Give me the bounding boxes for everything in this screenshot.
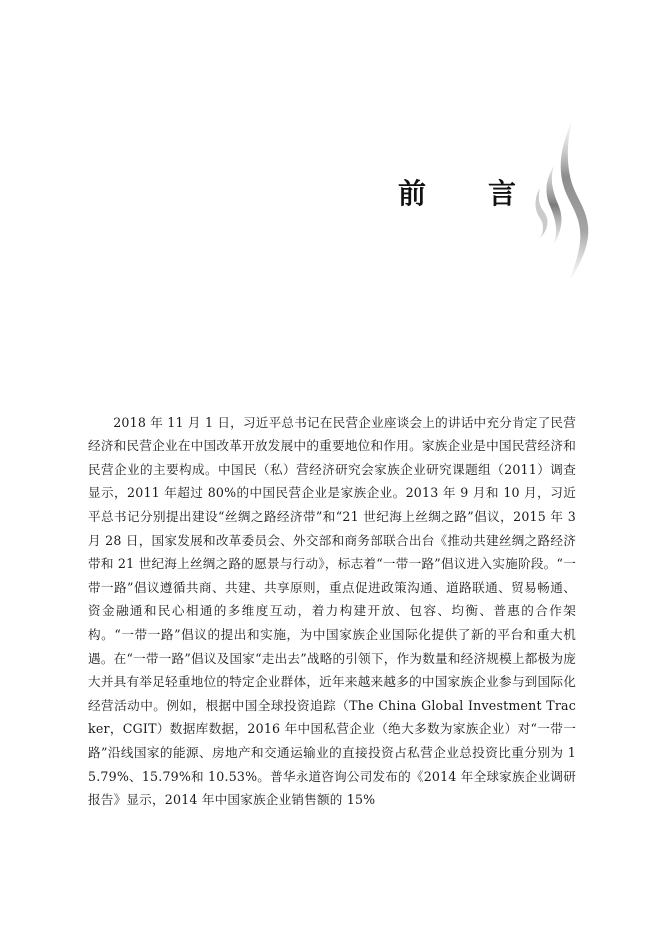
page-title: [398, 172, 516, 212]
body-paragraph: 2018 年 11 月 1 日，习近平总书记在民营企业座谈会上的讲话中充分肯定了民营经济和民营企业在中国改革开放发展中的重要地位和作用。家族企业是中国民营经济和民营企业的主要构成。中国民（私）营经济研究会家族企业研究课题组（2011）调查显示，2011 年超过 80%的中国民营企业是家族企业。2013 年 9 月和 10 月，习近平总书记分别提出建设“丝绸之路经济带”和“21 世纪海上丝绸之路”倡议，2015 年 3 月 28 日，国家发展和改革委员会、外交部和商务部联合出台《推动共建丝绸之路经济带和 21 世纪海上丝绸之路的愿景与行动》，标志着“一带一路”倡议进入实施阶段。“一带一路”倡议遵循共商、共建、共享原则，重点促进政策沟通、道路联通、贸易畅通、资金融通和民心相通的多维度互动，着力构建开放、包容、均衡、普惠的合作架构。“一带一路”倡议的提出和实施，为中国家族企业国际化提供了新的平台和重大机遇。在“一带一路”倡议及国家“走出去”战略的引领下，作为数量和经济规模上都极为庞大并具有举足轻重地位的特定企业群体，近年来越来越多的中国家族企业参与到国际化经营活动中。例如，根据中国全球投资追踪（The China Global Investment Tracker，CGIT）数据库数据，2016 年中国私营企业（绝大多数为家族企业）对“一带一路”沿线国家的能源、房地产和交通运输业的直接投资占私营企业总投资比重分别为 15.79%、15.79%和 10.53%。普华永道咨询公司发布的《2014 年全球家族企业调研报告》显示，2014 年中国家族企业销售额的 15%: [88, 414, 576, 808]
title-char-2: 言: [488, 177, 517, 210]
brush-swoosh-icon: [528, 118, 598, 283]
title-char-1: 前: [398, 177, 427, 210]
